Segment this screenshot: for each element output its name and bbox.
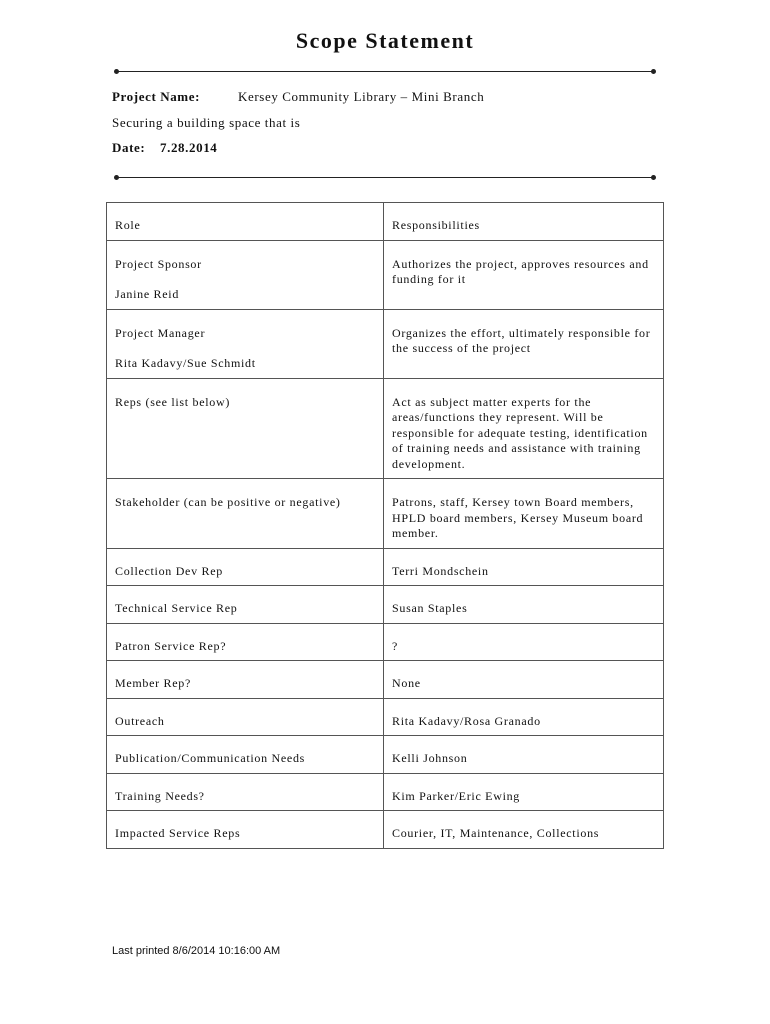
table-row bbox=[107, 309, 664, 378]
divider bbox=[116, 71, 654, 72]
responsibility-cell: Kelli Johnson bbox=[384, 736, 664, 774]
person: Janine Reid bbox=[115, 287, 180, 301]
table-row bbox=[107, 378, 664, 479]
role: Project Sponsor bbox=[115, 256, 202, 271]
table-row bbox=[107, 548, 664, 586]
responsibility-cell: Patrons, staff, Kersey town Board members, HPLD board members, Kersey Museum board member. bbox=[384, 479, 664, 549]
responsibility-cell: Courier, IT, Maintenance, Collections bbox=[384, 811, 664, 849]
roles-table bbox=[106, 202, 664, 849]
table-row bbox=[107, 623, 664, 661]
responsibility-cell: Rita Kadavy/Rosa Granado bbox=[384, 698, 664, 736]
project-name: Kersey Community Library – Mini Branch bbox=[238, 89, 485, 104]
role-cell: Publication/Communication Needs bbox=[107, 736, 384, 774]
table-row bbox=[107, 661, 664, 699]
responsibility-cell: None bbox=[384, 661, 664, 699]
responsibility-cell: Act as subject matter experts for the areas/functions they represent. Will be responsible for adequate testing, identification of training needs and assistance with training development. bbox=[384, 378, 664, 479]
table-row bbox=[107, 586, 664, 624]
role-cell: Impacted Service Reps bbox=[107, 811, 384, 849]
project-name-label: Project Name: bbox=[112, 89, 201, 104]
table-row bbox=[107, 698, 664, 736]
person: Rita Kadavy/Sue Schmidt bbox=[115, 356, 256, 370]
role-cell: Training Needs? bbox=[107, 773, 384, 811]
role-cell: Reps (see list below) bbox=[107, 378, 384, 479]
responsibility-cell: Kim Parker/Eric Ewing bbox=[384, 773, 664, 811]
role-cell: Outreach bbox=[107, 698, 384, 736]
role-cell: Collection Dev Rep bbox=[107, 548, 384, 586]
role: Project Manager bbox=[115, 325, 206, 340]
table-row bbox=[107, 773, 664, 811]
table-row bbox=[107, 479, 664, 549]
responsibility-cell: ? bbox=[384, 623, 664, 661]
header-role: Role bbox=[107, 203, 384, 241]
role-cell bbox=[107, 309, 384, 378]
divider bbox=[116, 177, 654, 178]
role-cell bbox=[107, 240, 384, 309]
table-row bbox=[107, 736, 664, 774]
header-responsibilities: Responsibilities bbox=[384, 203, 664, 241]
role-cell: Patron Service Rep? bbox=[107, 623, 384, 661]
table-row bbox=[107, 240, 664, 309]
print-footer: Last printed 8/6/2014 10:16:00 AM bbox=[112, 945, 281, 957]
responsibility-cell: Organizes the effort, ultimately responsible for the success of the project bbox=[384, 309, 664, 378]
table-row bbox=[107, 811, 664, 849]
responsibility-cell: Authorizes the project, approves resources and funding for it bbox=[384, 240, 664, 309]
table-header-row bbox=[107, 203, 664, 241]
date-label: Date: bbox=[112, 140, 146, 155]
responsibility-cell: Terri Mondschein bbox=[384, 548, 664, 586]
role-cell: Stakeholder (can be positive or negative) bbox=[107, 479, 384, 549]
responsibility-cell: Susan Staples bbox=[384, 586, 664, 624]
role-cell: Member Rep? bbox=[107, 661, 384, 699]
subtitle: Securing a building space that is bbox=[112, 115, 301, 130]
role-cell: Technical Service Rep bbox=[107, 586, 384, 624]
page-title: Scope Statement bbox=[295, 28, 475, 53]
date-value: 7.28.2014 bbox=[160, 140, 218, 155]
